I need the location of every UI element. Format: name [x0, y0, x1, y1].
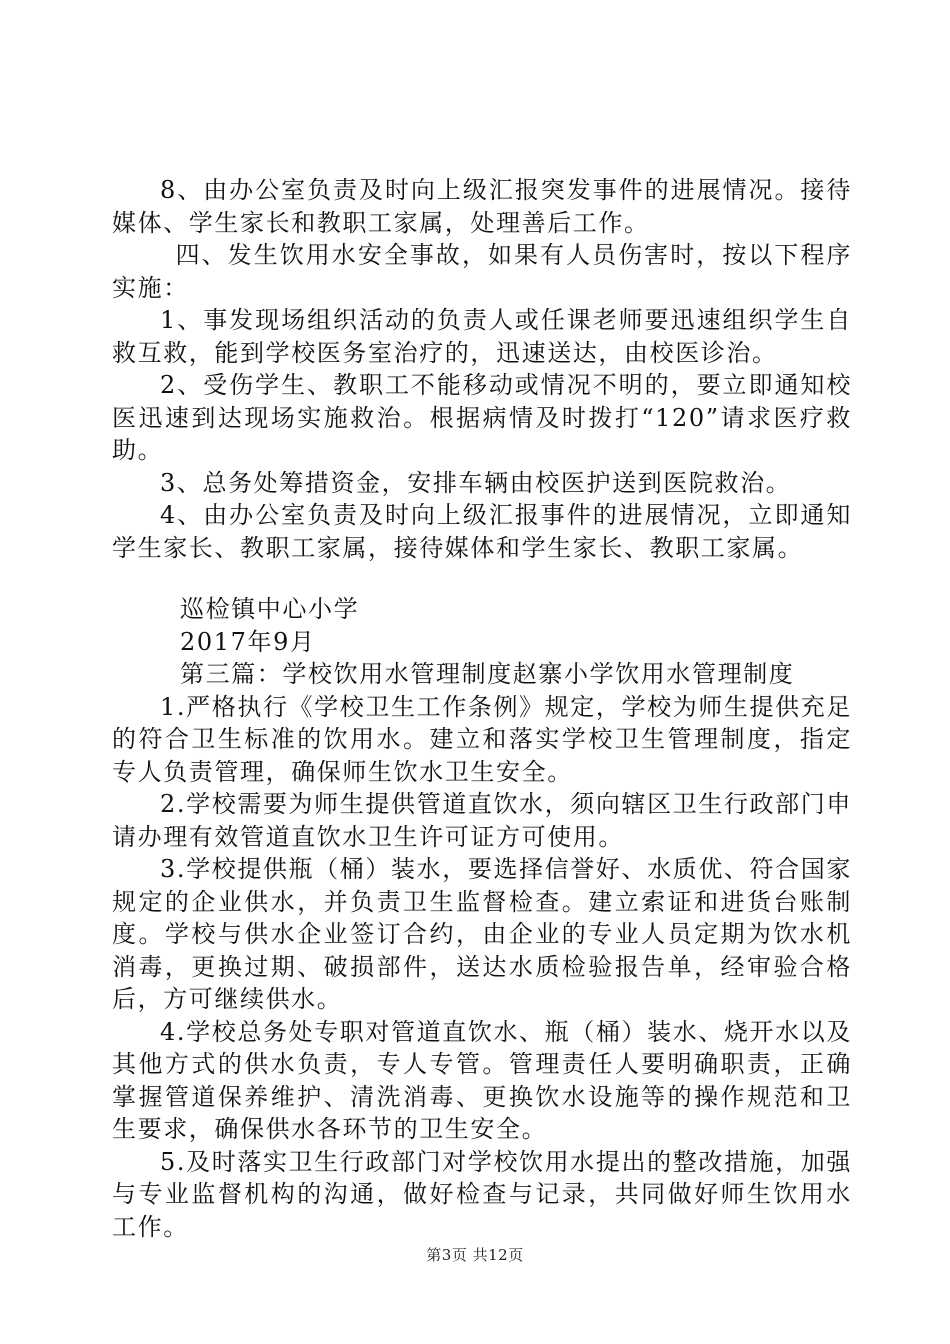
page-number-footer: 第3页 共12页	[426, 1246, 524, 1264]
rule-item-1: 1.严格执行《学校卫生工作条例》规定，学校为师生提供充足的符合卫生标准的饮用水。建立和落实学校卫生管理制度，指定专人负责管理，确保师生饮水卫生安全。	[112, 692, 852, 786]
signature-date: 2017年9月	[180, 627, 316, 656]
rule-item-2: 2.学校需要为师生提供管道直饮水，须向辖区卫生行政部门申请办理有效管道直饮水卫生许可证方可使用。	[112, 790, 852, 851]
paragraph-step-2: 2、受伤学生、教职工不能移动或情况不明的，要立即通知校医迅速到达现场实施救治。根据病情及时拨打“120”请求医疗救助。	[112, 371, 852, 464]
signature-organization: 巡检镇中心小学	[180, 595, 360, 623]
paragraph-step-4: 4、由办公室负责及时向上级汇报事件的进展情况，立即通知学生家长、教职工家属，接待媒体和学生家长、教职工家属。	[112, 501, 852, 562]
paragraph-item-8: 8、由办公室负责及时向上级汇报突发事件的进展情况。接待媒体、学生家长和教职工家属，处理善后工作。	[112, 176, 852, 237]
rule-item-5: 5.及时落实卫生行政部门对学校饮用水提出的整改措施，加强与专业监督机构的沟通，做好检查与记录，共同做好师生饮用水工作。	[112, 1147, 852, 1241]
section-spacer	[112, 564, 852, 593]
document-body	[112, 174, 852, 1243]
paragraph-step-3: 3、总务处筹措资金，安排车辆由校医护送到医院救治。	[160, 468, 792, 497]
section-title: 第三篇：学校饮用水管理制度赵寨小学饮用水管理制度	[180, 660, 795, 688]
rule-item-4: 4.学校总务处专职对管道直饮水、瓶（桶）装水、烧开水以及其他方式的供水负责，专人专管。管理责任人要明确职责，正确掌握管道保养维护、清洗消毒、更换饮水设施等的操作规范和卫生要求，确保供水各环节的卫生安全。	[112, 1017, 852, 1143]
paragraph-step-1: 1、事发现场组织活动的负责人或任课老师要迅速组织学生自救互救，能到学校医务室治疗的，迅速送达，由校医诊治。	[112, 306, 852, 367]
rule-item-3: 3.学校提供瓶（桶）装水，要选择信誉好、水质优、符合国家规定的企业供水，并负责卫生监督检查。建立索证和进货台账制度。学校与供水企业签订合约，由企业的专业人员定期为饮水机消毒，更换过期、破损部件，送达水质检验报告单，经审验合格后，方可继续供水。	[112, 855, 852, 1013]
section-heading-four: 四、发生饮用水安全事故，如果有人员伤害时，按以下程序实施：	[112, 241, 852, 302]
